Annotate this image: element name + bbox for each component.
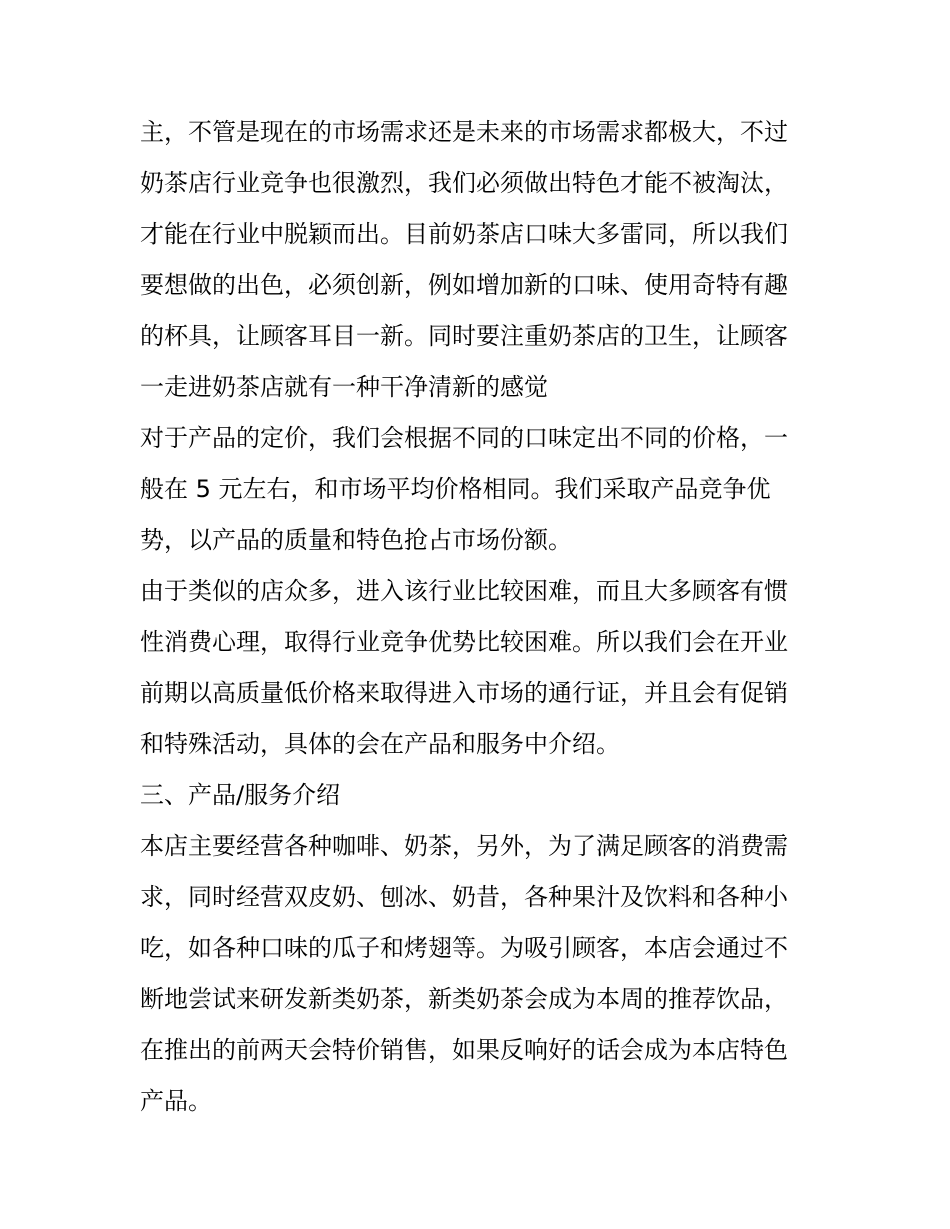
text-line-9: 势，以产品的质量和特色抢占市场份额。 [140,526,572,554]
text-line-17: 吃，如各种口味的瓜子和烤翅等。为吸引顾客，本店会通过不 [140,934,788,962]
text-line-10: 由于类似的店众多，进入该行业比较困难，而且大多顾客有惯 [140,577,788,605]
text-line-20: 产品。 [140,1087,212,1115]
text-line-13: 和特殊活动，具体的会在产品和服务中介绍。 [140,730,620,758]
text-line-5: 的杯具，让顾客耳目一新。同时要注重奶茶店的卫生，让顾客 [140,322,788,350]
text-line-6: 一走进奶茶店就有一种干净清新的感觉 [140,373,548,401]
text-line-7: 对于产品的定价，我们会根据不同的口味定出不同的价格，一 [140,424,788,452]
text-line-4: 要想做的出色，必须创新，例如增加新的口味、使用奇特有趣 [140,271,788,299]
text-line-3: 才能在行业中脱颖而出。目前奶茶店口味大多雷同，所以我们 [140,220,788,248]
body-text [140,107,820,1127]
text-line-11: 性消费心理，取得行业竞争优势比较困难。所以我们会在开业 [140,628,788,656]
text-line-12: 前期以高质量低价格来取得进入市场的通行证，并且会有促销 [140,679,788,707]
text-line-1: 主，不管是现在的市场需求还是未来的市场需求都极大，不过 [140,118,788,146]
text-line-19: 在推出的前两天会特价销售，如果反响好的话会成为本店特色 [140,1036,788,1064]
section-heading: 三、产品/服务介绍 [140,781,341,809]
text-line-15: 本店主要经营各种咖啡、奶茶，另外，为了满足顾客的消费需 [140,832,788,860]
text-line-2: 奶茶店行业竞争也很激烈，我们必须做出特色才能不被淘汰， [140,169,788,197]
text-line-8: 般在 5 元左右，和市场平均价格相同。我们采取产品竞争优 [140,475,771,503]
text-line-18: 断地尝试来研发新类奶茶，新类奶茶会成为本周的推荐饮品， [140,985,788,1013]
text-line-16: 求，同时经营双皮奶、刨冰、奶昔，各种果汁及饮料和各种小 [140,883,788,911]
